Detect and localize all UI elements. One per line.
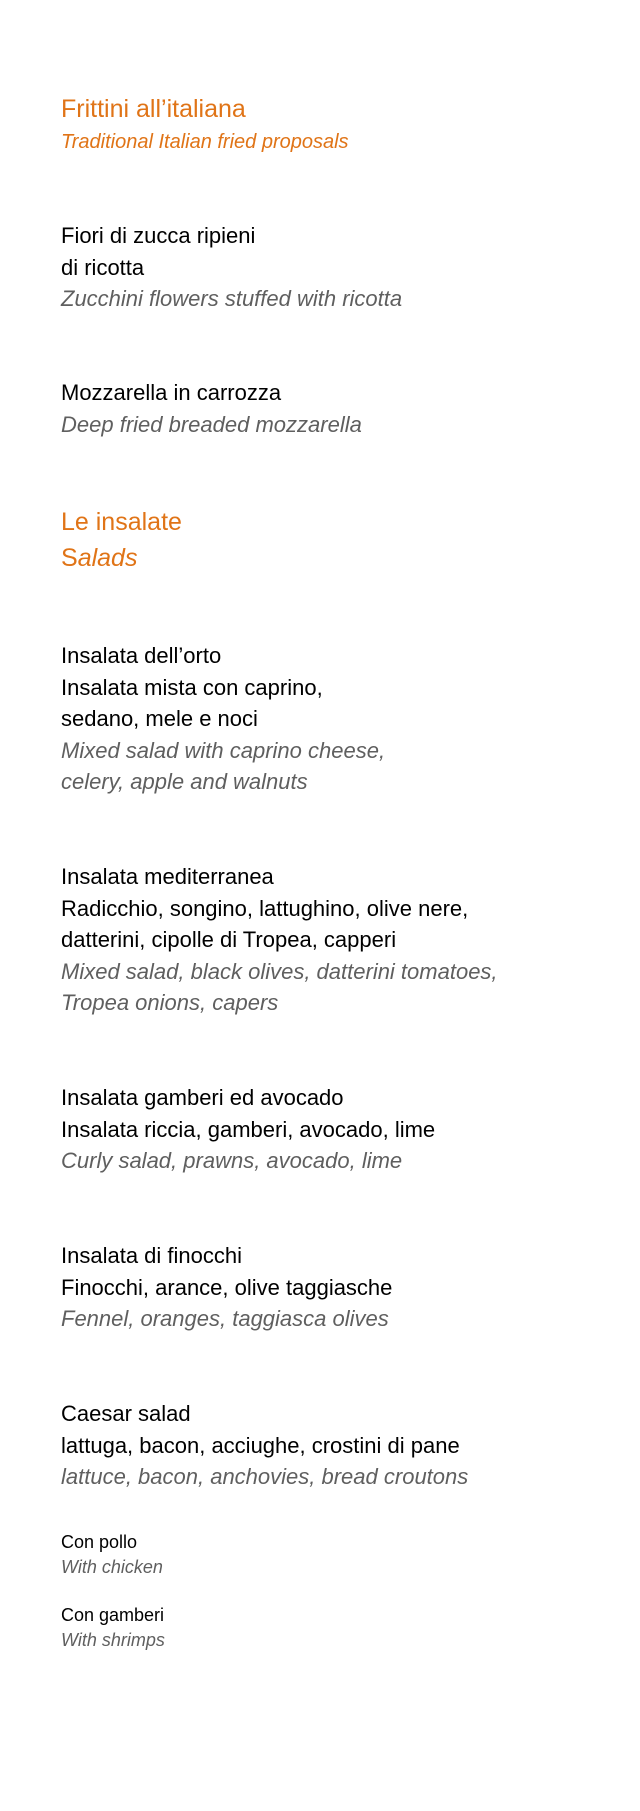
item-description: Insalata riccia, gamberi, avocado, lime [61,1116,436,1142]
menu-item-insalata-mediterranea [61,861,621,1019]
item-description: datterini, cipolle di Tropea, capperi [61,927,397,952]
menu-item-mozzarella-in-carrozza [61,377,621,440]
section-title: Frittini all’italiana [61,95,246,123]
item-description: sedano, mele e noci [61,706,258,731]
item-name: Insalata gamberi ed avocado [61,1085,344,1110]
item-translation: Curly salad, prawns, avocado, lime [61,1148,403,1173]
option-name: Con gamberi [61,1605,165,1625]
section-frittini-header [61,91,621,157]
item-name-line: di ricotta [61,254,145,280]
section-insalate-header [61,504,621,576]
menu-item-insalata-dell-orto [61,640,621,798]
menu-item-caesar-salad [61,1398,621,1493]
item-name: Mozzarella in carrozza [61,380,282,405]
item-translation: Deep fried breaded mozzarella [61,411,362,437]
option-translation: With chicken [61,1557,163,1577]
item-translation: celery, apple and walnuts [61,769,308,794]
menu-item-insalata-gamberi-avocado [61,1082,621,1177]
option-con-gamberi [61,1603,621,1653]
option-name: Con pollo [61,1532,138,1552]
item-translation: lattuce, bacon, anchovies, bread croutons [61,1464,469,1489]
item-name: Insalata di finocchi [61,1243,242,1268]
item-description: Finocchi, arance, olive taggiasche [61,1274,393,1300]
option-translation: With shrimps [61,1630,165,1650]
menu-item-insalata-di-finocchi [61,1240,621,1335]
item-translation: Mixed salad with caprino cheese, [61,737,386,763]
item-description: Radicchio, songino, lattughino, olive nere, [61,895,469,921]
menu-item-fiori-di-zucca [61,220,621,315]
item-description: Insalata mista con caprino, [61,674,323,700]
item-name: Insalata dell’orto [61,643,222,668]
item-translation: Tropea onions, capers [61,990,279,1015]
section-subtitle: Salads [61,544,138,572]
item-name: Caesar salad [61,1401,191,1426]
item-name: Fiori di zucca ripieni [61,223,256,248]
section-subtitle: Traditional Italian fried proposals [61,131,349,153]
item-translation: Fennel, oranges, taggiasca olives [61,1306,389,1331]
item-description: lattuga, bacon, acciughe, crostini di pane [61,1432,460,1458]
section-title: Le insalate [61,508,182,536]
item-name: Insalata mediterranea [61,864,274,889]
item-translation: Zucchini flowers stuffed with ricotta [61,286,403,311]
option-con-pollo [61,1530,621,1580]
item-translation: Mixed salad, black olives, datterini tomatoes, [61,958,498,984]
